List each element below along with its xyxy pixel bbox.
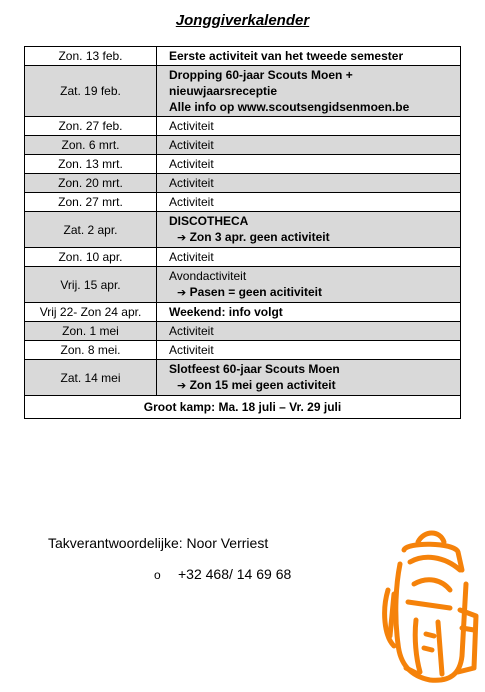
- event-line: [169, 323, 456, 339]
- event-line: [169, 361, 456, 377]
- event-text: nieuwjaarsreceptie: [169, 84, 278, 98]
- event-text: Activiteit: [169, 250, 214, 264]
- event-date: Zon. 13 feb.: [25, 47, 157, 66]
- calendar-row: [25, 267, 461, 303]
- event-description: [157, 174, 461, 193]
- event-date: Zon. 27 mrt.: [25, 193, 157, 212]
- calendar-row: [25, 66, 461, 117]
- calendar-row: [25, 360, 461, 396]
- calendar-row: [25, 47, 461, 66]
- event-line: [169, 342, 456, 358]
- bullet-icon: o: [154, 568, 161, 582]
- event-text: Activiteit: [169, 195, 214, 209]
- event-date: Zat. 2 apr.: [25, 212, 157, 248]
- event-line: [169, 213, 456, 229]
- event-description: [157, 47, 461, 66]
- event-date: Zon. 8 mei.: [25, 341, 157, 360]
- event-description: [157, 193, 461, 212]
- arrow-right-icon: ➔: [177, 286, 187, 299]
- footer-row: [25, 396, 461, 419]
- event-text: Activiteit: [169, 176, 214, 190]
- event-text: Weekend: info volgt: [169, 305, 283, 319]
- event-line: [169, 67, 456, 83]
- event-line: [169, 156, 456, 172]
- calendar-table: [24, 46, 461, 419]
- event-date: Zon. 1 mei: [25, 322, 157, 341]
- event-text: Pasen = geen acitiviteit: [189, 285, 322, 299]
- event-text: Zon 15 mei geen activiteit: [189, 378, 336, 392]
- event-description: [157, 248, 461, 267]
- event-text: Eerste activiteit van het tweede semester: [169, 49, 404, 63]
- event-date: Zat. 19 feb.: [25, 66, 157, 117]
- event-date: Zon. 13 mrt.: [25, 155, 157, 174]
- event-description: [157, 267, 461, 303]
- event-text: Dropping 60-jaar Scouts Moen +: [169, 68, 353, 82]
- calendar-row: [25, 322, 461, 341]
- calendar-row: [25, 193, 461, 212]
- calendar-row: [25, 303, 461, 322]
- event-date: Zat. 14 mei: [25, 360, 157, 396]
- event-line: [169, 137, 456, 153]
- calendar-row: [25, 117, 461, 136]
- event-text: Activiteit: [169, 157, 214, 171]
- event-date: Vrij. 15 apr.: [25, 267, 157, 303]
- arrow-right-icon: ➔: [177, 379, 187, 392]
- event-description: [157, 341, 461, 360]
- event-description: [157, 136, 461, 155]
- event-date: Zon. 6 mrt.: [25, 136, 157, 155]
- calendar-row: [25, 155, 461, 174]
- event-line: [169, 118, 456, 134]
- event-line: [169, 304, 456, 320]
- event-line: [169, 99, 456, 115]
- event-note: [169, 229, 456, 246]
- event-line: [169, 249, 456, 265]
- calendar-body: [25, 47, 461, 396]
- event-description: [157, 322, 461, 341]
- event-description: [157, 360, 461, 396]
- event-description: [157, 212, 461, 248]
- event-line: [169, 194, 456, 210]
- event-text: Activiteit: [169, 343, 214, 357]
- calendar-row: [25, 341, 461, 360]
- calendar-row: [25, 212, 461, 248]
- event-line: [169, 268, 456, 284]
- calendar-row: [25, 174, 461, 193]
- event-text: Slotfeest 60-jaar Scouts Moen: [169, 362, 340, 376]
- event-text: Activiteit: [169, 324, 214, 338]
- event-text: DISCOTHECA: [169, 214, 249, 228]
- event-date: Vrij 22- Zon 24 apr.: [25, 303, 157, 322]
- event-description: [157, 117, 461, 136]
- event-date: Zon. 10 apr.: [25, 248, 157, 267]
- event-description: [157, 66, 461, 117]
- event-description: [157, 155, 461, 174]
- page-title: Jonggiverkalender: [175, 12, 310, 29]
- arrow-right-icon: ➔: [177, 231, 187, 244]
- event-text: Alle info op www.scoutsengidsenmoen.be: [169, 100, 410, 114]
- event-text: Zon 3 apr. geen activiteit: [189, 230, 330, 244]
- contact-person: Takverantwoordelijke: Noor Verriest: [48, 535, 269, 551]
- phone-line: [154, 566, 291, 582]
- backpack-logo: [380, 524, 480, 686]
- phone-number: +32 468/ 14 69 68: [178, 566, 292, 582]
- event-date: Zon. 20 mrt.: [25, 174, 157, 193]
- event-text: Avondactiviteit: [169, 269, 247, 283]
- event-line: [169, 175, 456, 191]
- event-description: [157, 303, 461, 322]
- camp-info: Groot kamp: Ma. 18 juli – Vr. 29 juli: [25, 396, 461, 419]
- calendar-row: [25, 136, 461, 155]
- event-note: [169, 284, 456, 301]
- calendar-row: [25, 248, 461, 267]
- event-line: [169, 83, 456, 99]
- event-date: Zon. 27 feb.: [25, 117, 157, 136]
- event-note: [169, 377, 456, 394]
- event-line: [169, 48, 456, 64]
- event-text: Activiteit: [169, 119, 214, 133]
- event-text: Activiteit: [169, 138, 214, 152]
